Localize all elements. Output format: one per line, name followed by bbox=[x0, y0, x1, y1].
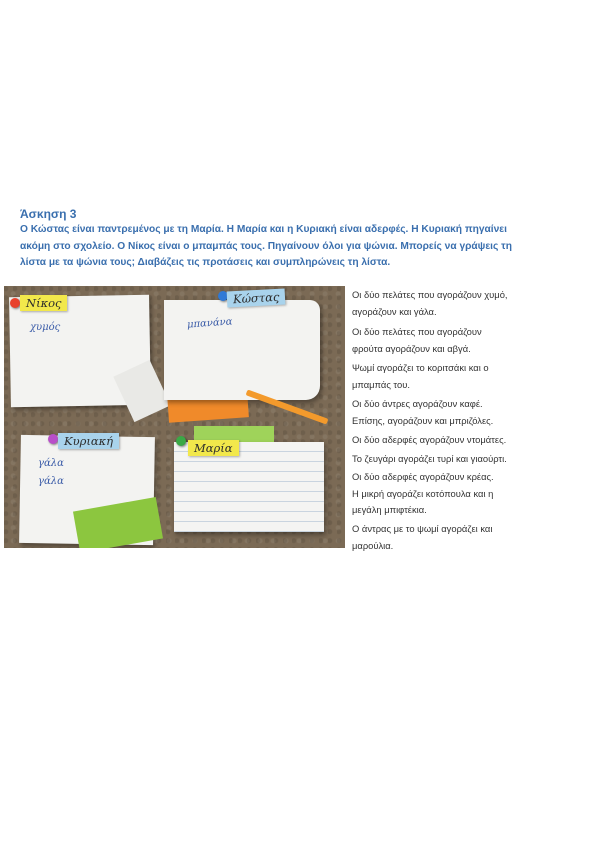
clue-sentence: Οι δύο πελάτες που αγοράζουν χυμό, αγοράζουν και γάλα. bbox=[352, 289, 508, 317]
instruction-line: ακόμη στο σχολείο. Ο Νίκος είναι ο μπαμπάς τους. Πηγαίνουν όλοι για ψώνια. Μπορείς να γράψεις τη bbox=[20, 240, 512, 252]
handwritten-item[interactable]: μπανάνα bbox=[186, 316, 233, 331]
tag-nikos: Νίκος bbox=[20, 295, 67, 311]
exercise-title: Άσκηση 3 bbox=[20, 207, 77, 221]
purple-pin-icon bbox=[48, 434, 58, 444]
instruction-line: Ο Κώστας είναι παντρεμένος με τη Μαρία. Η Μαρία και η Κυριακή είναι αδερφές. Η Κυριακή πηγαίνει bbox=[20, 224, 507, 235]
instruction-line: λίστα με τα ψώνια τους; Διαβάζεις τις προτάσεις και συμπληρώνεις τη λίστα. bbox=[20, 257, 391, 268]
handwritten-item[interactable]: γάλα bbox=[38, 476, 64, 487]
tag-maria: Μαρία bbox=[188, 440, 239, 456]
clue-sentence: Οι δύο άντρες αγοράζουν καφέ. Επίσης, αγοράζουν και μπριζόλες. bbox=[352, 398, 494, 426]
handwritten-item[interactable]: γάλα bbox=[38, 458, 64, 469]
exercise-instructions bbox=[20, 222, 592, 272]
tag-kostas: Κώστας bbox=[227, 288, 286, 307]
red-pin-icon bbox=[10, 298, 20, 308]
note-kostas bbox=[164, 300, 320, 400]
clue-sentence: Ψωμί αγοράζει το κοριτσάκι και ο μπαμπάς του. bbox=[352, 362, 489, 390]
clue-sentence: Οι δύο αδερφές αγοράζουν κρέας. Η μικρή αγοράζει κοτόπουλα και η μεγάλη μπιφτέκια. bbox=[352, 471, 494, 515]
cork-board bbox=[4, 286, 345, 548]
green-pin-icon bbox=[176, 436, 186, 446]
clue-sentence: Το ζευγάρι αγοράζει τυρί και γιαούρτι. bbox=[352, 453, 507, 464]
clue-sentence: Ο άντρας με το ψωμί αγοράζει και μαρούλια. bbox=[352, 523, 493, 551]
clue-sentence: Οι δύο πελάτες που αγοράζουν φρούτα αγοράζουν και αβγά. bbox=[352, 326, 482, 354]
clue-sentences bbox=[345, 286, 545, 556]
handwritten-item[interactable]: χυμός bbox=[30, 322, 61, 333]
tag-kyriaki: Κυριακή bbox=[58, 433, 119, 449]
clue-sentence: Οι δύο αδερφές αγοράζουν ντομάτες. bbox=[352, 434, 507, 445]
